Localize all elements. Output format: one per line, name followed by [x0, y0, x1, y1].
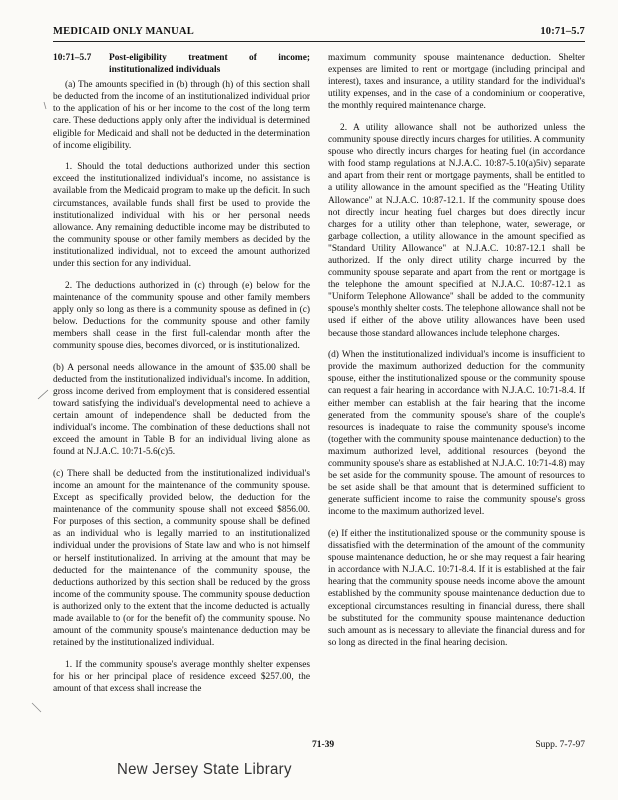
paragraph: (d) When the institutionalized individual's income is insufficient to provide the maximum authorized deduction for the community spouse, either the institutionalized spouse or the community spouse can request a fair hearing in accordance with N.J.A.C. 10:71-8.4. If either member can establish at the fair hearing that the income generated from the community spouse's share of the couple's resources is inadequate to raise the community spouse's income (together with the community spouse maintenance deduction) to the maximum authorized level, additional resources (beyond the community spouse's share as established at N.J.A.C. 10:71-4.8) may be set aside for the community spouse. The amount of resources to be set aside shall be that amount that is determined sufficient to generate sufficient income to raise the community spouse's gross income to the maximum authorized level.	[328, 350, 585, 518]
margin-mark	[36, 387, 50, 401]
paragraph: 1. Should the total deductions authorized under this section exceed the institutionalized individual's income, no assistance is available from the Medicaid program to make up the deficit. In such circumstances, available funds shall first be used to provide the institutionalized individual with his or her personal needs allowance. Any remaining deductible income may be distributed to the community spouse or other family members as decided by the institutionalized individual, not to exceed the amount authorized under this section for any individual.	[53, 162, 310, 269]
library-stamp: New Jersey State Library	[117, 760, 292, 779]
paragraph: (a) The amounts specified in (b) through (h) of this section shall be deducted from the income of an institutionalized individual prior to the application of his or her income to the cost of the long term care. These deductions apply only after the individual is determined eligible for Medicaid and shall not be deducted in the determination of income eligibility.	[53, 80, 310, 151]
section-number: 10:71–5.7	[53, 53, 92, 63]
section-reference: 10:71–5.7	[540, 26, 585, 37]
paragraph: 2. A utility allowance shall not be authorized unless the community spouse directly incurs charges for utilities. A community spouse who directly incurs charges for heating fuel (in accordance with food stamp regulations at N.J.A.C. 10:87-5.10(a)5iv) separate and apart from their rent or mortgage payments, shall be entitled to a utility allowance in the amount specified as the "Heating Utility Allowance" at N.J.A.C. 10:87-12.1. If the community spouse does not directly incur heating fuel charges but does directly incur charges for a utility other than telephone, water, sewerage, or garbage collection, a utility allowance in the amount specified as "Standard Utility Allowance" at N.J.A.C. 10:87-12.1 shall be authorized. If the only direct utility charge incurred by the community spouse separate and apart from the rent or mortgage is the telephone the amount specified at N.J.A.C. 10:87-12.1 as "Uniform Telephone Allowance" shall be added to the community spouse's monthly shelter costs. The telephone allowance shall not be used if either of the above utility allowances have been used because those standard allowances include telephone charges.	[328, 122, 585, 339]
page-number: 71-39	[312, 740, 335, 750]
left-column	[53, 52, 310, 705]
header-rule	[53, 41, 585, 42]
right-column	[328, 52, 585, 658]
section-title: Post-eligibility treatment of income; institutionalized individuals	[109, 53, 310, 76]
section-heading	[53, 52, 310, 76]
paragraph: 1. If the community spouse's average monthly shelter expenses for his or her principal place of residence exceed $257.00, the amount of that excess shall increase the	[53, 659, 310, 694]
paragraph: maximum community spouse maintenance deduction. Shelter expenses are limited to rent or mortgage (including principal and interest), taxes and insurance, a utility standard for the individual's utility expenses, and in the case of a condominium or cooperative, the monthly required maintenance charge.	[328, 53, 585, 112]
paragraph: 2. The deductions authorized in (c) through (e) below for the maintenance of the community spouse and other family members apply only so long as there is a community spouse as defined in (c) below. Deductions for the community spouse and other family members shall cease in the first full-calendar month after the community spouse dies, becomes divorced, or is institutionalized.	[53, 280, 310, 352]
margin-mark	[40, 100, 54, 114]
running-header	[53, 26, 585, 42]
supplement-date: Supp. 7-7-97	[535, 740, 585, 750]
manual-title: MEDICAID ONLY MANUAL	[53, 26, 194, 37]
paragraph: (b) A personal needs allowance in the amount of $35.00 shall be deducted from the institutionalized individual's income. In addition, gross income derived from employment that is considered essential toward satisfying the individual's developmental need to achieve a certain amount of independence shall be deducted from the individual's income. The combination of these deductions shall not exceed the amount in Table B for an individual living alone as found at N.J.A.C. 10:71-5.6(c)5.	[53, 362, 310, 458]
paragraph: (e) If either the institutionalized spouse or the community spouse is dissatisfied with the determination of the amount of the community spouse maintenance deduction, he or she may request a fair hearing in accordance with N.J.A.C. 10:71-8.4. If it is established at the fair hearing that the community spouse needs income above the amount established by the community spouse maintenance deduction due to exceptional circumstances resulting in financial duress, there shall be substituted for the community spouse maintenance deduction such amount as is necessary to alleviate the financial duress and for so long as directed in the final hearing decision.	[328, 528, 585, 648]
paragraph: (c) There shall be deducted from the institutionalized individual's income an amount for the maintenance of the community spouse. Except as specifically provided below, the deduction for the maintenance of the community spouse shall not exceed $856.00. For purposes of this section, a community spouse shall be defined as an individual who is legally married to an institutionalized individual under the provisions of State law and who is not himself or herself institutionalized. In arriving at the amount that may be deducted for the maintenance of the community spouse, the deductions authorized by this section shall be reduced by the gross income of the community spouse. The community spouse deduction is authorized only to the extent that the income deducted is actually made available to (or for the benefit of) the community spouse. No amount of the community spouse's maintenance deduction may be retained by the institutionalized individual.	[53, 468, 310, 649]
margin-mark	[30, 700, 44, 714]
